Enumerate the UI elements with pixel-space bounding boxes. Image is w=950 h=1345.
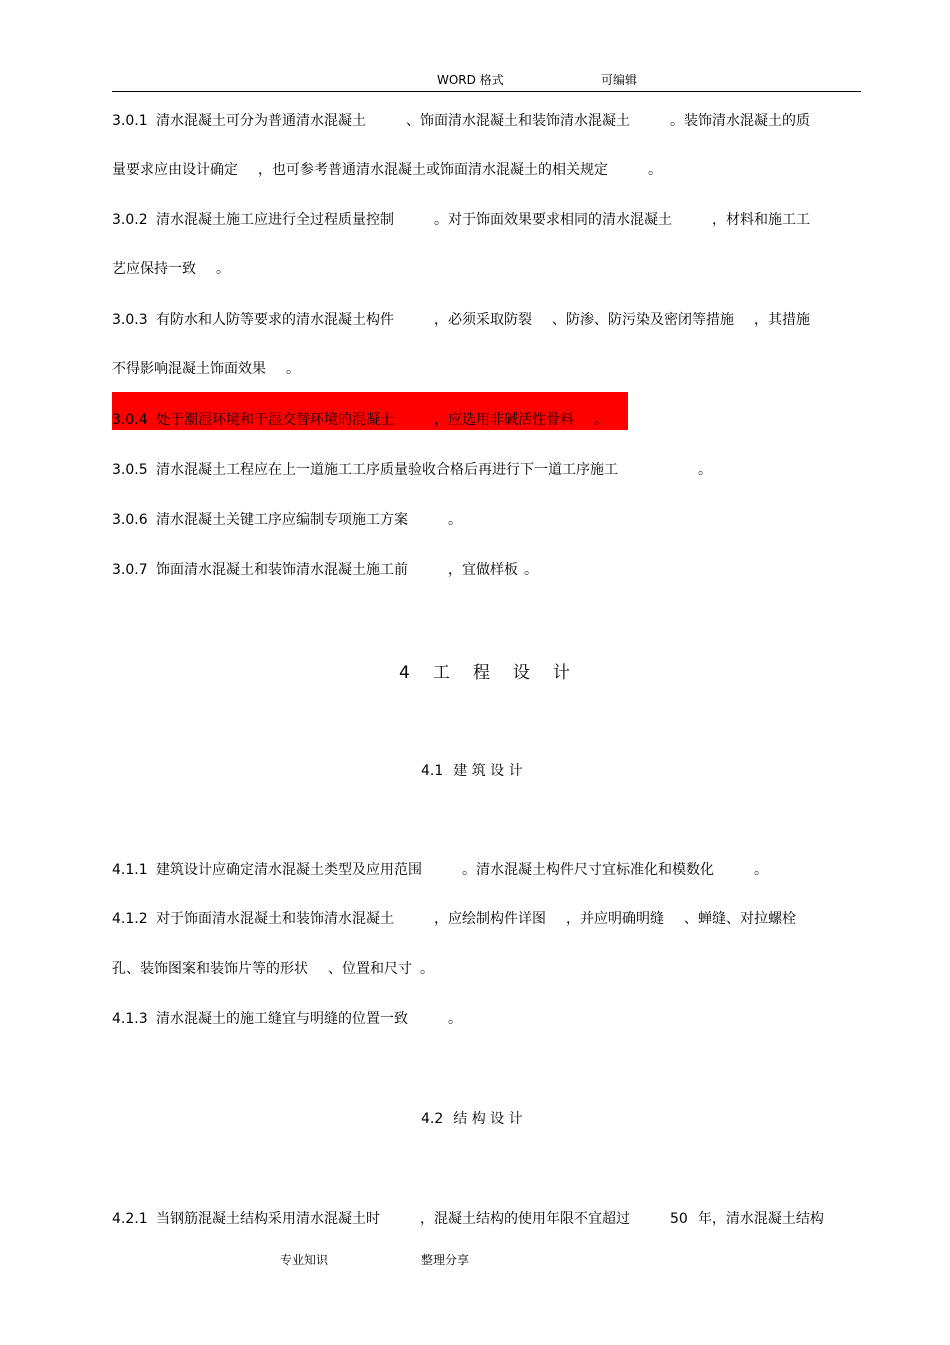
clause-number-value: 50 [670, 1211, 688, 1227]
section-heading-4-2 [421, 1108, 523, 1128]
clause-number: 3.0.2 [112, 212, 148, 228]
clause-number: 4.1.3 [112, 1011, 148, 1027]
clause-text: 清水混凝土关键工序应编制专项施工方案 [156, 512, 408, 528]
clause-text: 当钢筋混凝土结构采用清水混凝土时 [156, 1211, 380, 1227]
chapter-char: 计 [552, 663, 571, 683]
clause-number: 3.0.3 [112, 312, 148, 328]
clause-3-0-4 [112, 409, 608, 429]
header-right: 可编辑 [601, 73, 638, 87]
clause-text: 清水混凝土的施工缝宜与明缝的位置一致 [156, 1011, 408, 1027]
clause-text: 。 [594, 412, 608, 428]
clause-text: ，必须采取防裂 [434, 312, 532, 328]
clause-text: 、位置和尺寸 [328, 961, 412, 977]
clause-3-0-2-line1 [112, 209, 810, 229]
clause-text: ，应选用非碱活性骨料 [434, 412, 574, 428]
clause-3-0-1-line2 [112, 159, 662, 179]
clause-3-0-5 [112, 459, 712, 479]
section-number: 4.1 [421, 763, 444, 779]
clause-text: 饰面清水混凝土和装饰清水混凝土施工前 [156, 562, 408, 578]
clause-text: 。 [648, 162, 662, 178]
clause-text: 清水混凝土施工应进行全过程质量控制 [156, 212, 394, 228]
clause-text: 。 [216, 261, 230, 277]
clause-text: 不得影响混凝土饰面效果 [112, 361, 266, 377]
footer-left: 专业知识 [280, 1253, 329, 1267]
clause-4-1-2-line1 [112, 908, 796, 928]
chapter-heading [399, 658, 571, 683]
clause-text: 、蝉缝、对拉螺栓 [684, 911, 796, 927]
clause-text: 、防渗、防污染及密闭等措施 [552, 312, 734, 328]
clause-text: 。清水混凝土构件尺寸宜标准化和模数化 [462, 862, 714, 878]
section-title: 结 构 设 计 [453, 1111, 523, 1127]
clause-text: 。 [420, 961, 434, 977]
clause-text: 有防水和人防等要求的清水混凝土构件 [156, 312, 394, 328]
clause-text: 。对于饰面效果要求相同的清水混凝土 [434, 212, 672, 228]
clause-text: 、饰面清水混凝土和装饰清水混凝土 [406, 113, 630, 129]
clause-text: ，混凝土结构的使用年限不宜超过 [420, 1211, 630, 1227]
chapter-char: 工 [432, 663, 451, 683]
clause-text: 年，清水混凝土结构 [697, 1211, 824, 1227]
section-number: 4.2 [421, 1111, 444, 1127]
clause-text: 孔、装饰图案和装饰片等的形状 [112, 961, 308, 977]
clause-text: ，宜做样板 [448, 562, 518, 578]
section-title: 建 筑 设 计 [453, 763, 523, 779]
clause-text: ，其措施 [754, 312, 810, 328]
clause-3-0-3-line1 [112, 309, 810, 329]
clause-text: 。 [698, 462, 712, 478]
clause-text: ，应绘制构件详图 [434, 911, 546, 927]
clause-4-1-2-line2 [112, 958, 434, 978]
clause-number: 4.2.1 [112, 1211, 148, 1227]
clause-text: 。 [448, 1011, 462, 1027]
chapter-char: 程 [472, 663, 491, 683]
clause-number: 4.1.1 [112, 862, 148, 878]
clause-text: 清水混凝土可分为普通清水混凝土 [156, 113, 366, 129]
clause-number: 3.0.5 [112, 462, 148, 478]
clause-number: 3.0.4 [112, 412, 148, 428]
clause-text: 。 [524, 562, 538, 578]
header-left: WORD 格式 [437, 73, 504, 87]
footer-right: 整理分享 [421, 1253, 470, 1267]
clause-text: ，并应明确明缝 [566, 911, 664, 927]
clause-text: 。 [754, 862, 768, 878]
clause-text: 建筑设计应确定清水混凝土类型及应用范围 [156, 862, 422, 878]
clause-text: ，材料和施工工 [712, 212, 810, 228]
chapter-number: 4 [399, 663, 411, 683]
clause-number: 4.1.2 [112, 911, 148, 927]
clause-number: 3.0.1 [112, 113, 148, 129]
clause-number: 3.0.7 [112, 562, 148, 578]
clause-text: 。装饰清水混凝土的质 [670, 113, 810, 129]
clause-text: 。 [448, 512, 462, 528]
clause-text: 处于潮湿环境和干湿交替环境的混凝土 [156, 412, 394, 428]
clause-text: 量要求应由设计确定 [112, 162, 238, 178]
clause-4-2-1 [112, 1208, 824, 1228]
clause-text: ，也可参考普通清水混凝土或饰面清水混凝土的相关规定 [258, 162, 608, 178]
clause-4-1-1 [112, 859, 768, 879]
clause-text: 。 [286, 361, 300, 377]
header-rule [112, 91, 861, 92]
clause-text: 对于饰面清水混凝土和装饰清水混凝土 [156, 911, 394, 927]
clause-number: 3.0.6 [112, 512, 148, 528]
clause-3-0-2-line2 [112, 258, 230, 278]
clause-3-0-7 [112, 559, 538, 579]
section-heading-4-1 [421, 760, 523, 780]
clause-3-0-3-line2 [112, 358, 300, 378]
clause-4-1-3 [112, 1008, 462, 1028]
clause-text: 清水混凝土工程应在上一道施工工序质量验收合格后再进行下一道工序施工 [156, 462, 618, 478]
chapter-char: 设 [512, 663, 531, 683]
clause-3-0-6 [112, 509, 462, 529]
clause-3-0-1-line1 [112, 110, 810, 130]
clause-text: 艺应保持一致 [112, 261, 196, 277]
